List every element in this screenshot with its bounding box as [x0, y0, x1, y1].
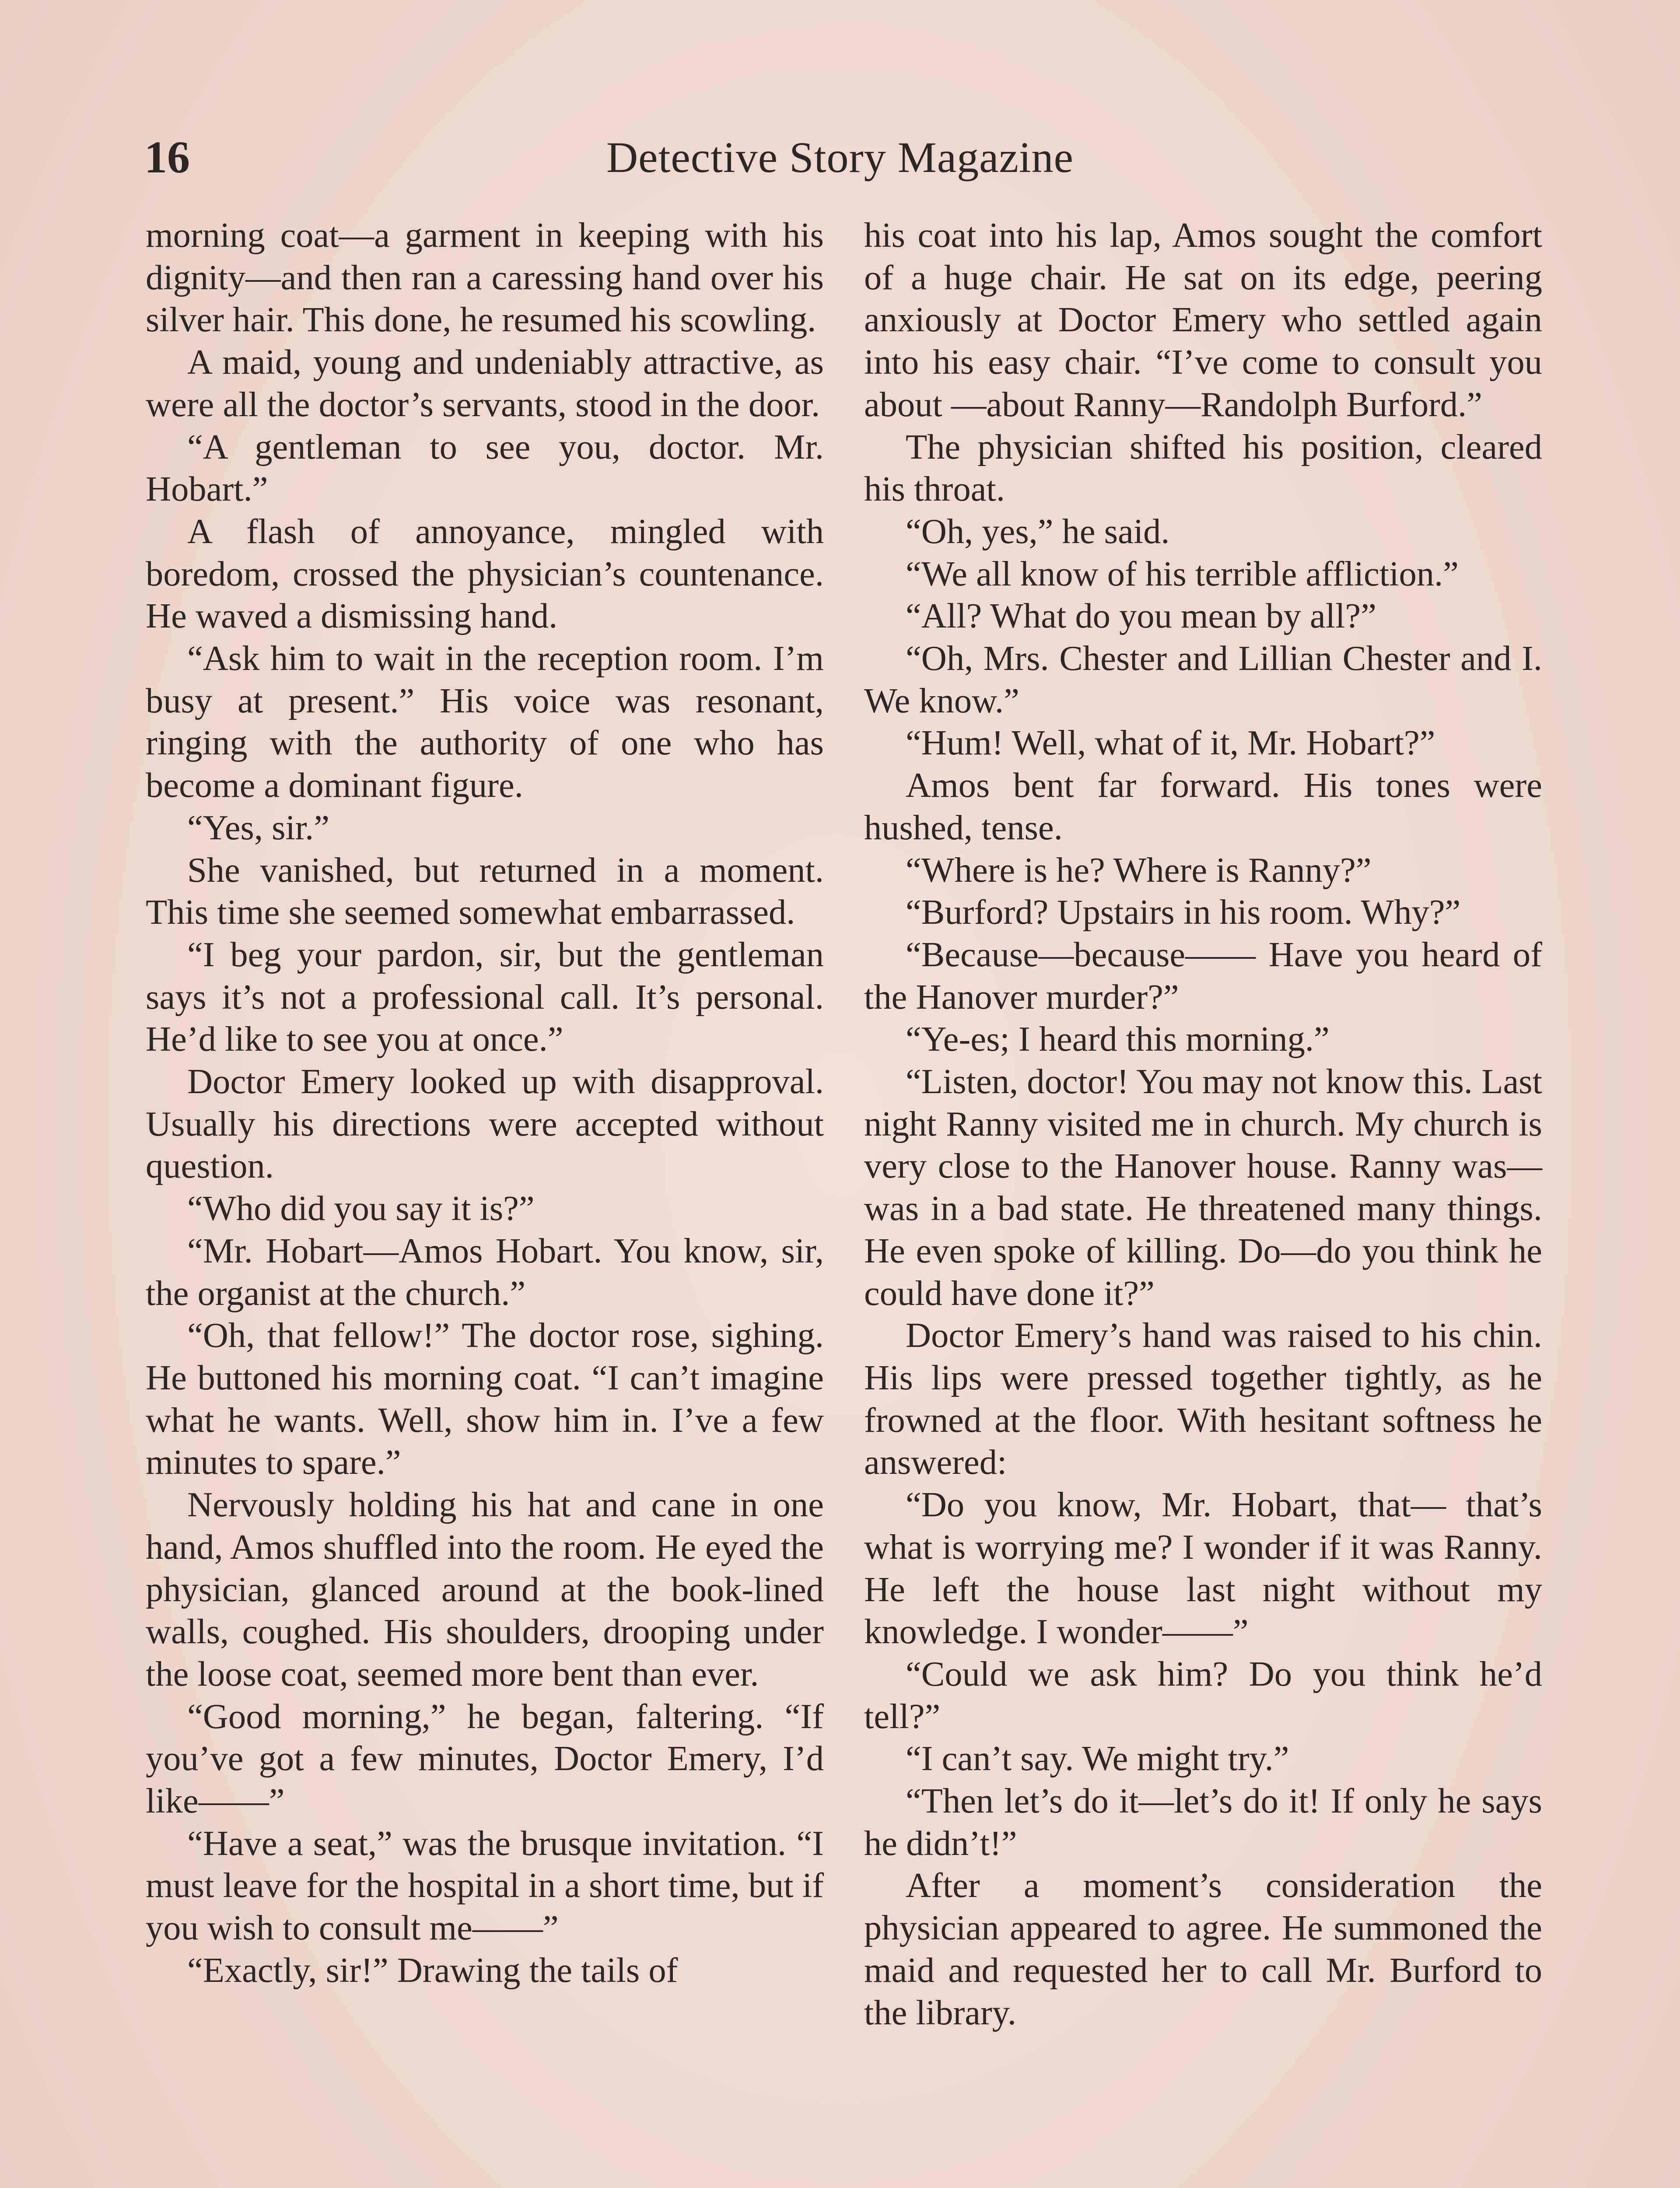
paragraph: “All? What do you mean by all?” [906, 596, 1376, 636]
paragraph: A flash of annoyance, mingled with boredom, crossed the physician’s countenance. He waved a dismissing hand. [146, 512, 824, 636]
paragraph: “Could we ask him? Do you think he’d tell?” [864, 1654, 1542, 1736]
paragraph: “Where is he? Where is Ranny?” [906, 850, 1372, 890]
paragraph: “Then let’s do it—let’s do it! If only he says he didn’t!” [864, 1781, 1542, 1863]
page-number: 16 [144, 132, 190, 182]
paragraph: “We all know of his terrible affliction.” [906, 554, 1459, 593]
page-header [144, 127, 1536, 188]
paragraph: Nervously holding his hat and cane in one hand, Amos shuffled into the room. He eyed the physician, glanced around at the book-lined walls, coughed. His shoulders, drooping under the loose coat, seemed more bent than ever. [146, 1485, 824, 1694]
paragraph: Amos bent far forward. His tones were hushed, tense. [864, 766, 1542, 847]
magazine-title: Detective Story Magazine [606, 133, 1074, 182]
paragraph: The physician shifted his position, cleared his throat. [864, 427, 1542, 509]
paragraph: Doctor Emery looked up with disapproval. Usually his directions were accepted without question. [146, 1062, 824, 1186]
right-text-column [864, 214, 1542, 2034]
left-text-column [146, 214, 824, 1992]
paragraph: A maid, young and undeniably attractive, as were all the doctor’s servants, stood in the door. [146, 343, 824, 424]
paragraph: After a moment’s consideration the physician appeared to agree. He summoned the maid and requested her to call Mr. Burford to the library. [864, 1866, 1542, 2032]
paragraph: “Hum! Well, what of it, Mr. Hobart?” [906, 723, 1435, 763]
paragraph: “Listen, doctor! You may not know this. Last night Ranny visited me in church. My church is very close to the Hanover house. Ranny was—was in a bad state. He threatened many things. He even spoke of killing. Do—do you think he could have done it?” [864, 1062, 1542, 1313]
paragraph: “Who did you say it is?” [187, 1189, 535, 1228]
paragraph: “A gentleman to see you, doctor. Mr. Hobart.” [146, 427, 824, 509]
paragraph: “Good morning,” he began, faltering. “If you’ve got a few minutes, Doctor Emery, I’d like——” [146, 1697, 824, 1821]
paragraph: “Ask him to wait in the reception room. I’m busy at present.” His voice was resonant, ringing with the authority of one who has become a dominant figure. [146, 639, 824, 805]
paragraph: “Do you know, Mr. Hobart, that— that’s what is worrying me? I wonder if it was Ranny. He left the house last night without my knowledge. I wonder——” [864, 1485, 1542, 1652]
paragraph: “Yes, sir.” [187, 808, 330, 847]
paragraph: “Exactly, sir!” Drawing the tails of [187, 1950, 678, 1990]
paragraph: “Mr. Hobart—Amos Hobart. You know, sir, the organist at the church.” [146, 1231, 824, 1313]
paragraph: his coat into his lap, Amos sought the comfort of a huge chair. He sat on its edge, peering anxiously at Doctor Emery who settled again into his easy chair. “I’ve come to consult you about —about Ranny—Randolph Burford.” [864, 216, 1542, 424]
paragraph: Doctor Emery’s hand was raised to his chin. His lips were pressed together tightly, as he frowned at the floor. With hesitant softness he answered: [864, 1316, 1542, 1482]
paragraph: “Burford? Upstairs in his room. Why?” [906, 893, 1461, 932]
paragraph: “Because—because—— Have you heard of the Hanover murder?” [864, 935, 1542, 1017]
paragraph: “I beg your pardon, sir, but the gentleman says it’s not a professional call. It’s personal. He’d like to see you at once.” [146, 935, 824, 1059]
paragraph: “Oh, yes,” he said. [906, 512, 1170, 551]
paragraph: She vanished, but returned in a moment. This time she seemed somewhat embarrassed. [146, 850, 824, 932]
paragraph: “Oh, Mrs. Chester and Lillian Chester and I. We know.” [864, 639, 1542, 720]
paragraph: “Oh, that fellow!” The doctor rose, sighing. He buttoned his morning coat. “I can’t imagine what he wants. Well, show him in. I’ve a few minutes to spare.” [146, 1316, 824, 1482]
paragraph: “Ye-es; I heard this morning.” [906, 1020, 1330, 1059]
paragraph: “Have a seat,” was the brusque invitation. “I must leave for the hospital in a short time, but if you wish to consult me——” [146, 1823, 824, 1948]
paragraph: “I can’t say. We might try.” [906, 1739, 1289, 1778]
paragraph: morning coat—a garment in keeping with his dignity—and then ran a caressing hand over his silver hair. This done, he resumed his scowling. [146, 216, 824, 340]
